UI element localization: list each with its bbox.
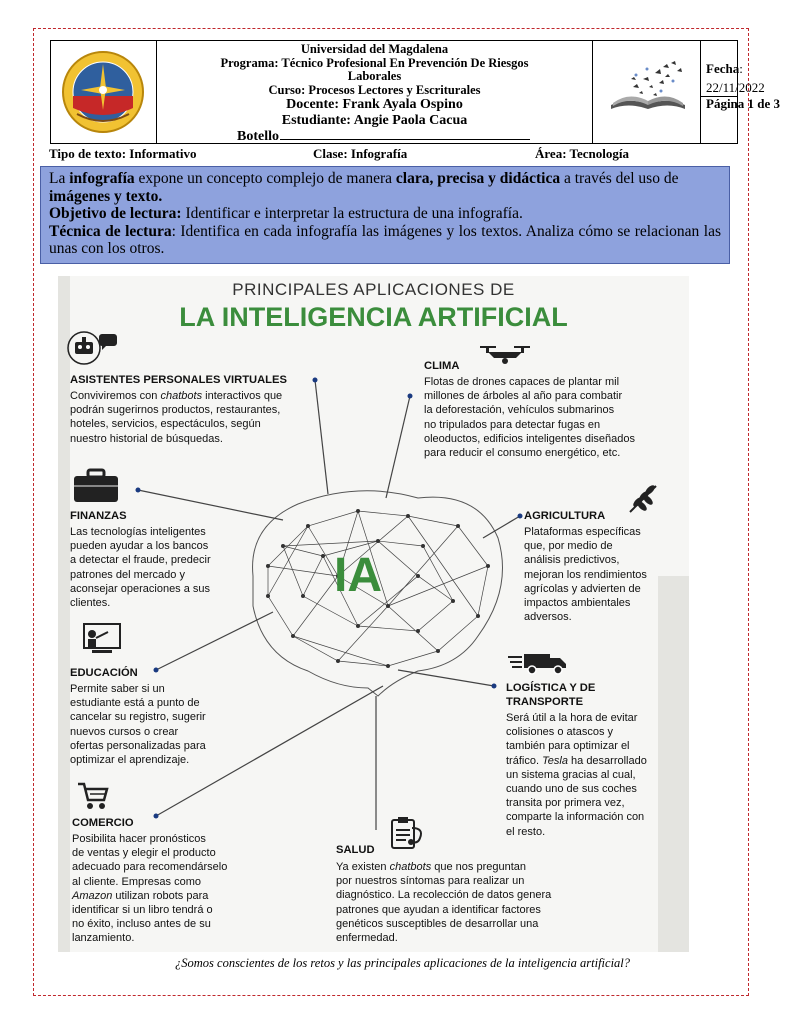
date-cell (701, 41, 781, 143)
class-label: Clase: Infografía (313, 146, 408, 161)
page-number: Página 1 de 3 (706, 96, 781, 111)
student-name-cont: Botello (237, 129, 530, 145)
infographic (58, 276, 689, 952)
teacher-name: Docente: Frank Ayala Ospino (286, 97, 463, 112)
date-value: 22/11/2022 (706, 80, 765, 95)
title-cell (157, 41, 593, 143)
section-body-clima: Flotas de drones capaces de plantar mil millones de árboles al año para combatir la deforestación, vehículos submarinos no tripulados para detectar fugas en oleoductos, edificios inteligentes diseñados para reducir el consumo energético, etc. (424, 376, 635, 460)
program-name: Programa: Técnico Profesional En Prevención De Riesgos Laborales (220, 55, 529, 83)
section-title-logistica: LOGÍSTICA Y DE TRANSPORTE (506, 682, 596, 708)
shopping-cart-icon (76, 780, 110, 812)
medical-clipboard-icon (386, 816, 426, 852)
header-table (50, 40, 781, 144)
logo-cell (51, 41, 157, 143)
student-name: Estudiante: Angie Paola Cacua (281, 113, 468, 128)
course-name: Curso: Procesos Lectores y Escriturales (268, 82, 481, 97)
university-logo (61, 50, 145, 134)
section-body-logistica: Será útil a la hora de evitar colisiones o atascos y también para optimizar el tráfico. Tesla ha desarrollado un sistema gracias al cual, cuando uno de sus coches transita por primera vez, comparte la información con el resto. (506, 712, 647, 838)
section-body-agricultura: Plataformas específicas que, por medio de análisis predictivos, mejoran los rendimientos agrícolas y advierten de impactos ambientales adversos. (524, 526, 647, 624)
truck-icon (506, 648, 570, 676)
section-title-clima: CLIMA (424, 360, 460, 372)
section-body-asistentes: Conviviremos con chatbots interactivos que podrán sugerirnos productos, restaurantes, hoteles, servicios, espectáculos, según nuestro historial de búsquedas. (70, 390, 283, 445)
intro-paragraph: La infografía expone un concepto complejo de manera clara, precisa y didáctica a través del uso de imágenes y texto. (49, 170, 679, 205)
date-label: Fecha: (706, 61, 743, 76)
infographic-subtitle: PRINCIPALES APLICACIONES DE (232, 280, 515, 299)
briefcase-icon (70, 468, 122, 504)
teacher-board-icon (82, 622, 122, 658)
drone-icon (478, 342, 532, 366)
section-title-educacion: EDUCACIÓN (70, 667, 138, 679)
intro-box (40, 166, 730, 264)
section-body-finanzas: Las tecnologías inteligentes pueden ayudar a los bancos a detectar el fraude, predecir patrones del mercado y aconsejar operaciones a sus clientes. (70, 526, 211, 610)
university-name: Universidad del Magdalena (300, 42, 449, 56)
section-title-comercio: COMERCIO (72, 817, 134, 829)
wheat-icon (626, 482, 660, 516)
caption: ¿Somos conscientes de los retos y las principales aplicaciones de la inteligencia artificial? (175, 956, 631, 970)
area-label: Área: Tecnología (535, 146, 630, 161)
open-book-image (603, 57, 693, 117)
section-body-educacion: Permite saber si un estudiante está a punto de cancelar su registro, sugerir nuevos cursos o crear ofertas personalizadas para optimizar el aprendizaje. (70, 683, 206, 767)
text-type: Tipo de texto: Informativo (49, 146, 197, 161)
section-title-finanzas: FINANZAS (70, 510, 127, 522)
objective: Objetivo de lectura: Identificar e interpretar la estructura de una infografía. (49, 205, 523, 222)
ia-center-label: IA (334, 549, 382, 602)
robot-chat-icon (66, 330, 118, 366)
section-title-agricultura: AGRICULTURA (524, 510, 606, 522)
section-body-comercio: Posibilita hacer pronósticos de ventas y elegir el producto adecuado para recomendárselo al cliente. Empresas como Amazon utilizan robots para identificar si un libro tendrá o no éxito, incluso antes de su lanzamiento. (72, 833, 228, 945)
technique: Técnica de lectura: Identifica en cada infografía las imágenes y los textos. Analiza cómo se relacionan las unas con los otros. (49, 222, 721, 257)
section-body-salud: Ya existen chatbots que nos preguntan por nuestros síntomas para realizar un diagnóstico. La recolección de datos genera patrones que ayudan a identificar factores genéticos susceptibles de desarrollar una enfermedad. (336, 861, 552, 945)
infographic-title: LA INTELIGENCIA ARTIFICIAL (179, 302, 568, 332)
section-title-asistentes: ASISTENTES PERSONALES VIRTUALES (70, 374, 287, 386)
book-image-cell (593, 41, 701, 143)
section-title-salud: SALUD (336, 844, 375, 856)
